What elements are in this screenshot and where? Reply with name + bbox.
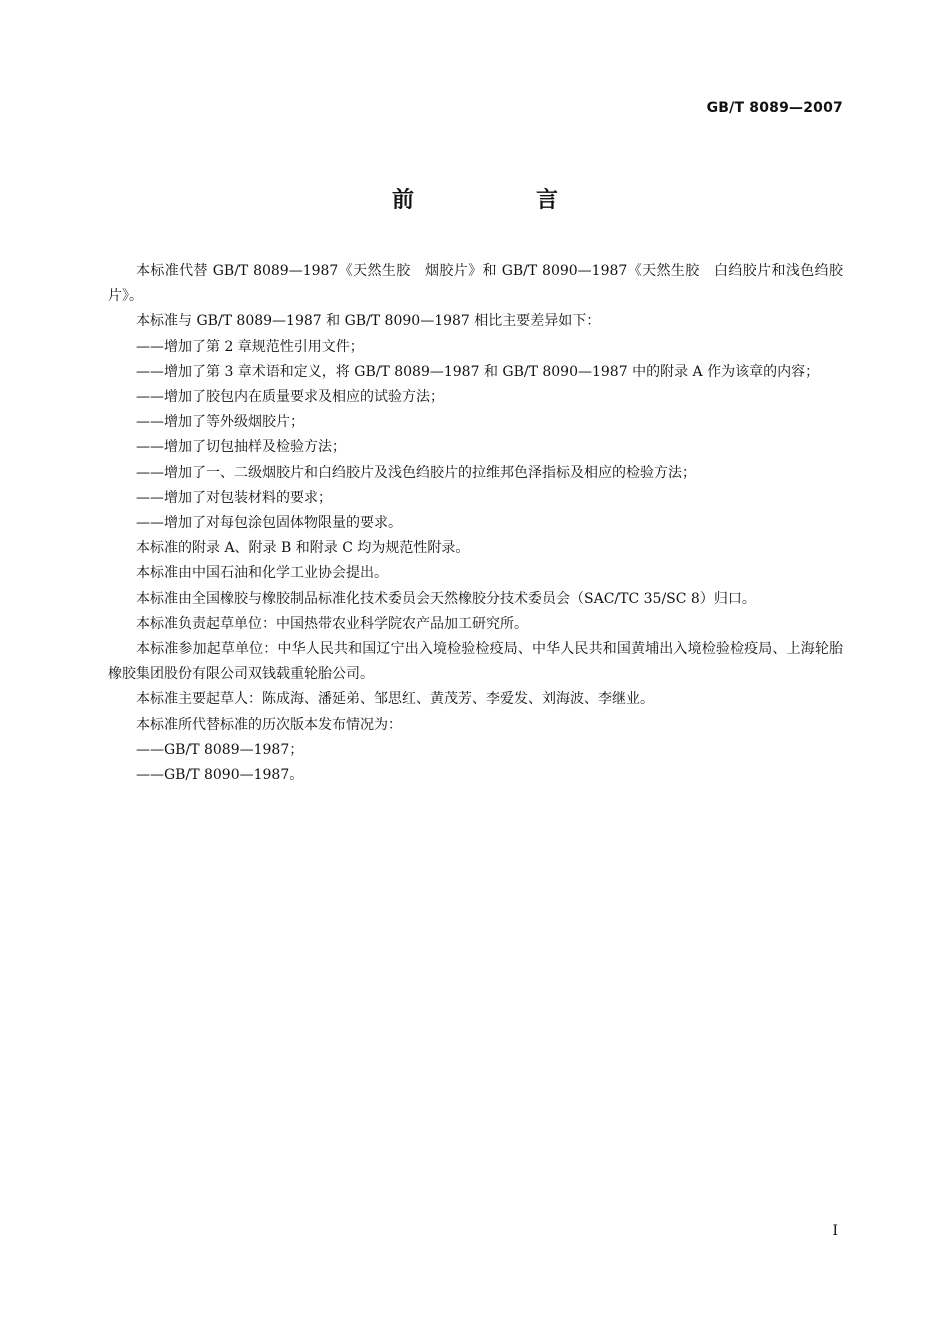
paragraph-proposer: 本标准由中国石油和化学工业协会提出。 xyxy=(136,565,388,582)
list-item: ——GB/T 8090—1987。 xyxy=(136,767,304,784)
list-item: ——增加了第 2 章规范性引用文件； xyxy=(136,338,364,355)
paragraph-participating-units: 本标准参加起草单位：中华人民共和国辽宁出入境检验检疫局、中华人民共和国黄埔出入境检验检疫局、上海轮胎橡胶集团股份有限公司双钱载重轮胎公司。 xyxy=(108,641,843,683)
paragraph-replaces: 本标准代替 GB/T 8089—1987《天然生胶 烟胶片》和 GB/T 8090—1987《天然生胶 白绉胶片和浅色绉胶片》。 xyxy=(108,263,843,305)
list-item: ——增加了第 3 章术语和定义，将 GB/T 8089—1987 和 GB/T 8090—1987 中的附录 A 作为该章的内容； xyxy=(136,363,820,380)
list-item: ——增加了切包抽样及检验方法； xyxy=(136,439,346,456)
paragraph-history-intro: 本标准所代替标准的历次版本发布情况为： xyxy=(136,716,402,733)
list-item: ——增加了一、二级烟胶片和白绉胶片及浅色绉胶片的拉维邦色泽指标及相应的检验方法； xyxy=(136,464,696,481)
paragraph-centralized: 本标准由全国橡胶与橡胶制品标准化技术委员会天然橡胶分技术委员会（SAC/TC 35/SC 8）归口。 xyxy=(136,590,756,607)
standard-code: GB/T 8089—2007 xyxy=(706,100,843,116)
preface-body xyxy=(108,259,843,788)
list-item: ——增加了胶包内在质量要求及相应的试验方法； xyxy=(136,389,444,406)
paragraph-drafting-unit: 本标准负责起草单位：中国热带农业科学院农产品加工研究所。 xyxy=(136,615,528,632)
page-number: I xyxy=(832,1223,838,1239)
list-item: ——GB/T 8089—1987； xyxy=(136,741,304,758)
list-item: ——增加了等外级烟胶片； xyxy=(136,414,304,431)
page-title: 前 言 xyxy=(391,188,608,213)
paragraph-drafters: 本标准主要起草人：陈成海、潘延弟、邹思红、黄茂芳、李爱发、刘海波、李继业。 xyxy=(136,691,654,708)
list-item: ——增加了对每包涂包固体物限量的要求。 xyxy=(136,515,402,532)
paragraph-annexes: 本标准的附录 A、附录 B 和附录 C 均为规范性附录。 xyxy=(136,540,470,557)
paragraph-differences-intro: 本标准与 GB/T 8089—1987 和 GB/T 8090—1987 相比主要差异如下： xyxy=(136,313,601,330)
list-item: ——增加了对包装材料的要求； xyxy=(136,489,332,506)
